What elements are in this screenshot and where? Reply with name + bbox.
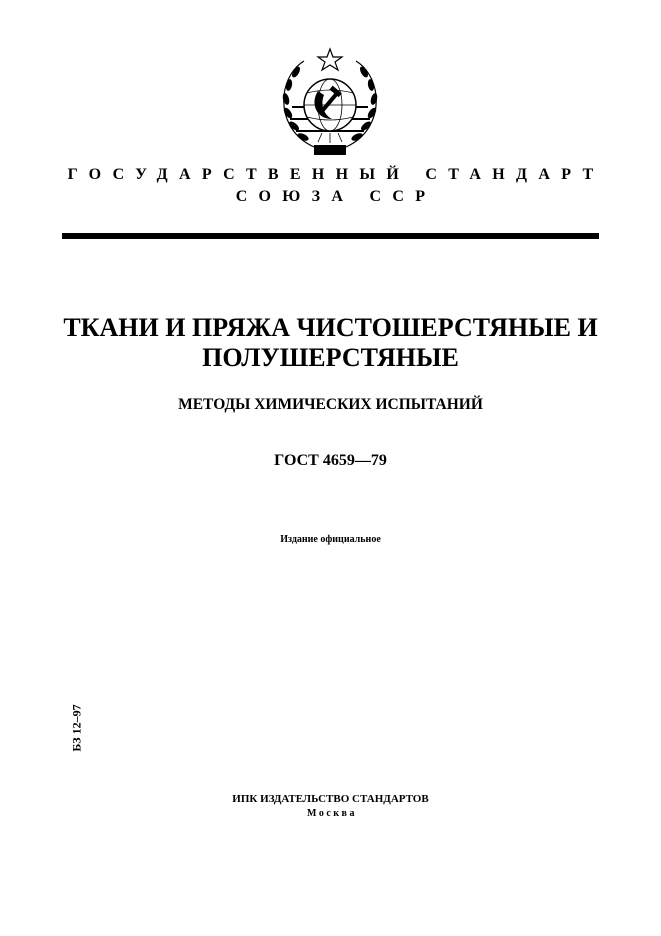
publisher-city: Москва — [307, 808, 357, 819]
document-title: ТКАНИ И ПРЯЖА ЧИСТОШЕРСТЯНЫЕ И ПОЛУШЕРСТЯНЫЕ — [63, 313, 598, 372]
side-code-text: БЗ 12–97 — [69, 704, 84, 752]
standard-header-line2: СОЮЗА ССР — [235, 188, 437, 205]
edition-label: Издание официальное — [280, 534, 381, 545]
ussr-emblem-icon — [270, 47, 390, 162]
publisher-name: ИПК ИЗДАТЕЛЬСТВО СТАНДАРТОВ — [232, 793, 429, 805]
document-subtitle: МЕТОДЫ ХИМИЧЕСКИХ ИСПЫТАНИЙ — [178, 396, 483, 413]
gost-number: ГОСТ 4659—79 — [274, 452, 387, 469]
header-divider — [62, 233, 599, 239]
side-code — [57, 688, 97, 768]
standard-header-line1: ГОСУДАРСТВЕННЫЙ СТАНДАРТ — [67, 166, 605, 183]
